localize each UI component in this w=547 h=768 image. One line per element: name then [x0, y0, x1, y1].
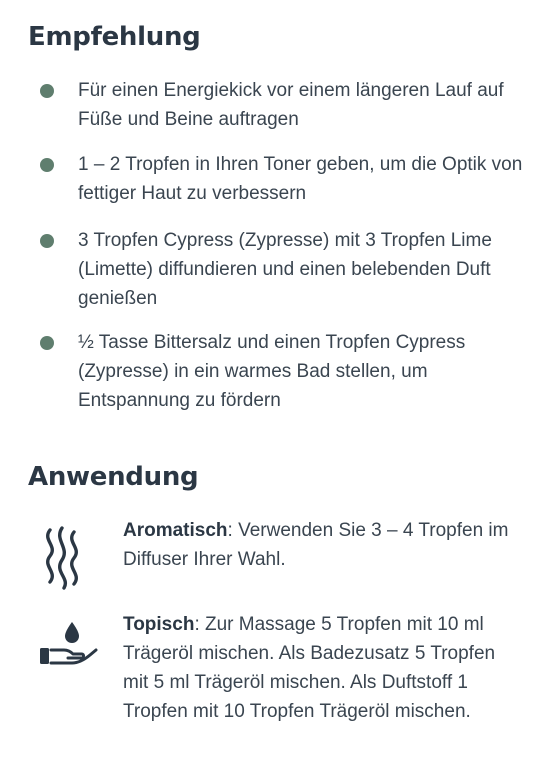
bullet-dot-icon [40, 84, 54, 98]
usage-label: Aromatisch [123, 520, 228, 541]
hand-drop-icon [38, 620, 100, 675]
section-title-anwendung: Anwendung [28, 462, 199, 492]
usage-label: Topisch [123, 614, 195, 635]
usage-text-topical [123, 610, 513, 726]
list-item-text: ½ Tasse Bittersalz und einen Tropfen Cypress (Zypresse) in ein warmes Bad stellen, um Entspannung zu fördern [78, 332, 466, 411]
list-item-text: Für einen Energiekick vor einem längeren Lauf auf Füße und Beine auftragen [78, 80, 504, 130]
list-item-text: 3 Tropfen Cypress (Zypresse) mit 3 Tropfen Lime (Limette) diffundieren und einen belebenden Duft genießen [78, 230, 492, 309]
bullet-dot-icon [40, 158, 54, 172]
usage-description: : Verwenden Sie 3 – 4 Tropfen im Diffuser Ihrer Wahl. [123, 520, 509, 570]
bullet-dot-icon [40, 336, 54, 350]
usage-text-aromatic [123, 516, 513, 574]
aromatic-waves-icon [38, 526, 88, 595]
list-item-text: 1 – 2 Tropfen in Ihren Toner geben, um die Optik von fettiger Haut zu verbessern [78, 154, 523, 204]
usage-description: : Zur Massage 5 Tropfen mit 10 ml Trägeröl mischen. Als Badezusatz 5 Tropfen mit 5 ml Trägeröl mischen. Als Duftstoff 1 Tropfen mit 10 Tropfen Trägeröl mischen. [123, 614, 496, 722]
bullet-dot-icon [40, 234, 54, 248]
section-title-empfehlung: Empfehlung [28, 22, 201, 52]
